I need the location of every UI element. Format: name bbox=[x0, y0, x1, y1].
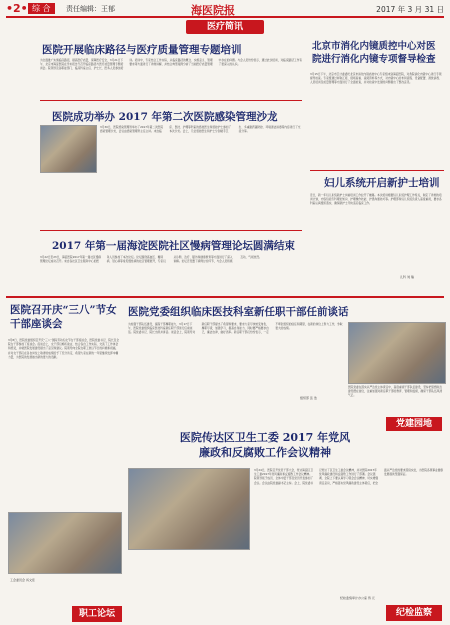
section-tag bbox=[386, 605, 442, 621]
article-title: 医院党委组织临床医技科室新任职干部任前谈话 bbox=[128, 306, 349, 318]
editor-line: 责任编辑：王郁 bbox=[66, 5, 115, 13]
article-body: 3月24日，医院召开党员干部大会，传达海淀区卫生工委2017年党风廉政和反腐败工作会议精神。院领导班子成员、全体中层干部及党员代表参加了会议。会议由院党委副书记主持。会上，院党委书记传达了区卫生工委会议精神，并对医院2017年党风廉政建设和反腐败工作进行了部署。会议强调，全院上下要认真学习领会会议精神，切实增强责任意识，严格落实党风廉政建设主体责任，把全面从严治党的要求落到实处，为医院各项事业健康发展提供坚强保证。 bbox=[254, 468, 444, 485]
article-photo bbox=[40, 125, 97, 173]
article-photo bbox=[348, 322, 446, 384]
photo-caption-box: 医院党委在落实从严治党主体责任中，高度重视干部队伍建设，坚持把思想政治建设摆在首位，注重加强对新任职干部的教育、管理和监督，确保干部队伍风清气正。 bbox=[348, 385, 443, 398]
article-body: 3月30日，医院感染管理科举办了2017年第二次医院感染管理沙龙，会议由感染管理科主任主持。来自临床、医技、护理等科室的感控医生和感控护士参加了本次沙龙。会上，几位感控医生和护士分别就手卫生、多重耐药菌防控、环境清洁消毒等内容进行了交流分享。 bbox=[100, 125, 301, 134]
article-title: 医院开展临床路径与医疗质量管理专题培训 bbox=[42, 44, 242, 56]
section-tag-label: 职工论坛 bbox=[78, 609, 115, 619]
section-tag bbox=[72, 606, 122, 622]
masthead bbox=[6, 2, 444, 18]
divider bbox=[40, 100, 302, 101]
article-body: 3月15日下午，北京市卫计委委托北京市消化内镜质控中心专家组来到海淀医院，对我院消化内镜中心进行专项督导检查。专家组通过听取汇报、现场查看、查阅资料等方式，对内镜中心的布局流程、设备配置、清洗消毒、人员培训及质量管理等方面进行了全面检查，并对检查中发现的问题提出了整改意见。 bbox=[310, 72, 442, 85]
paper-name: 海医院报 bbox=[191, 4, 235, 17]
article-title: 妇儿系统开启新护士培训 bbox=[324, 177, 440, 189]
divider bbox=[40, 230, 302, 231]
article-body: 为加强干部队伍建设，提高干部履职能力，3月17日下午，医院党委组织临床医技科室新任职干部进行任前谈话。院党委书记、院长出席并讲话。谈话会上，院领导对新任职干部提出了希望和要求，要求大家尽快转变角色，履职尽责，加强学习，提高自身能力，同时要严格要求自己，廉洁自律，做好表率。新任职干部们纷纷表示，一定不辜负组织的信任和期望，在新的岗位上努力工作，争取更大的成绩。 bbox=[128, 322, 343, 335]
article-title: 2017 年第一届海淀医院社区慢病管理论坛圆满结束 bbox=[52, 240, 295, 252]
article-title: 医院成功举办 2017 年第二次医院感染管理沙龙 bbox=[52, 111, 278, 123]
byline: 工会委员会 汤文佳 bbox=[10, 578, 35, 582]
byline: 儿科 刘 瑞 bbox=[400, 275, 414, 279]
banner-label: 医疗简讯 bbox=[206, 22, 243, 32]
section-tag-label: 党建园地 bbox=[395, 419, 432, 429]
section-divider bbox=[6, 296, 444, 298]
article-body: 近日，新一年妇儿系统新护士岗前培训工作拉开了帷幕。本次培训根据妇儿系统护理工作特点，制定了详细的培训计划，内容包括专科理论知识、护理操作技能、护患沟通技巧等。护理部和妇儿系统负责人高度重视，要求各科室认真组织落实，确保新护士尽快适应临床工作。 bbox=[310, 193, 442, 206]
section-tag-label: 纪检监察 bbox=[395, 608, 432, 618]
section-name: 综 合 bbox=[28, 3, 55, 14]
article-photo bbox=[8, 512, 122, 574]
divider bbox=[310, 170, 444, 171]
article-title: 医院召开庆“三八”节女干部座谈会 bbox=[10, 304, 117, 330]
issue-date: 2017 年 3 月 31 日 bbox=[376, 5, 444, 14]
article-title: 医院传达区卫生工委 2017 年党风廉政和反腐败工作会议精神 bbox=[179, 431, 351, 459]
article-body: 3月22日至23日，海淀医院2017年第一届社区慢病管理论坛成功召开。来自各社区卫生服务中心的医务人员参加了本次论坛。论坛围绕高血压、糖尿病、冠心病等常见慢性病的社区管理展开，专家们从诊断、治疗、随访和健康教育等方面进行了深入讲解。论坛还设置了病例讨论环节，与会人员积极互动，气氛热烈。 bbox=[40, 255, 262, 264]
article-body: 为全面推广实施临床路径，提高医疗质量，保障医疗安全，3月21日下午，北京市海淀医院在学术报告厅召开临床路径与医疗质量管理专题培训会。院领导及各职能部门、临床科室主任、护士长、医务人员参加培训。培训中，专家结合工作实际，从临床路径的概念、实施意义、管理要求等方面进行了详细讲解，并结合典型案例分析了当前医疗质量管理中存在的问题。与会人员纷纷表示，通过此次培训，对临床路径工作有了更深入的认识。 bbox=[40, 58, 302, 71]
section-banner bbox=[186, 20, 264, 34]
article-title: 北京市消化内镜质控中心对医院进行消化内镜专项督导检查 bbox=[312, 41, 436, 65]
byline: 组织部 张 浩 bbox=[300, 396, 317, 400]
article-photo bbox=[128, 468, 250, 550]
byline: 纪检监察审计办公室 佟 元 bbox=[340, 596, 375, 600]
article-body: 3月8日，医院党委组织召开庆“三八”国际劳动妇女节女干部座谈会，医院党委书记、院长及全院女干部参加了座谈会。座谈会上，女干部们畅所欲言，结合各自工作实际，交流了工作体会和感受，并就医院发展建设提出了意见和建议。院领导向全院女职工致以节日的问候和祝福，并对女干部们在各自岗位上取得的成绩给予了充分肯定，希望大家在新的一年里继续发挥巾帼力量，为医院的发展做出新的更大的贡献。 bbox=[8, 338, 120, 359]
section-tag bbox=[386, 417, 442, 431]
page-number: •2• bbox=[6, 2, 28, 15]
